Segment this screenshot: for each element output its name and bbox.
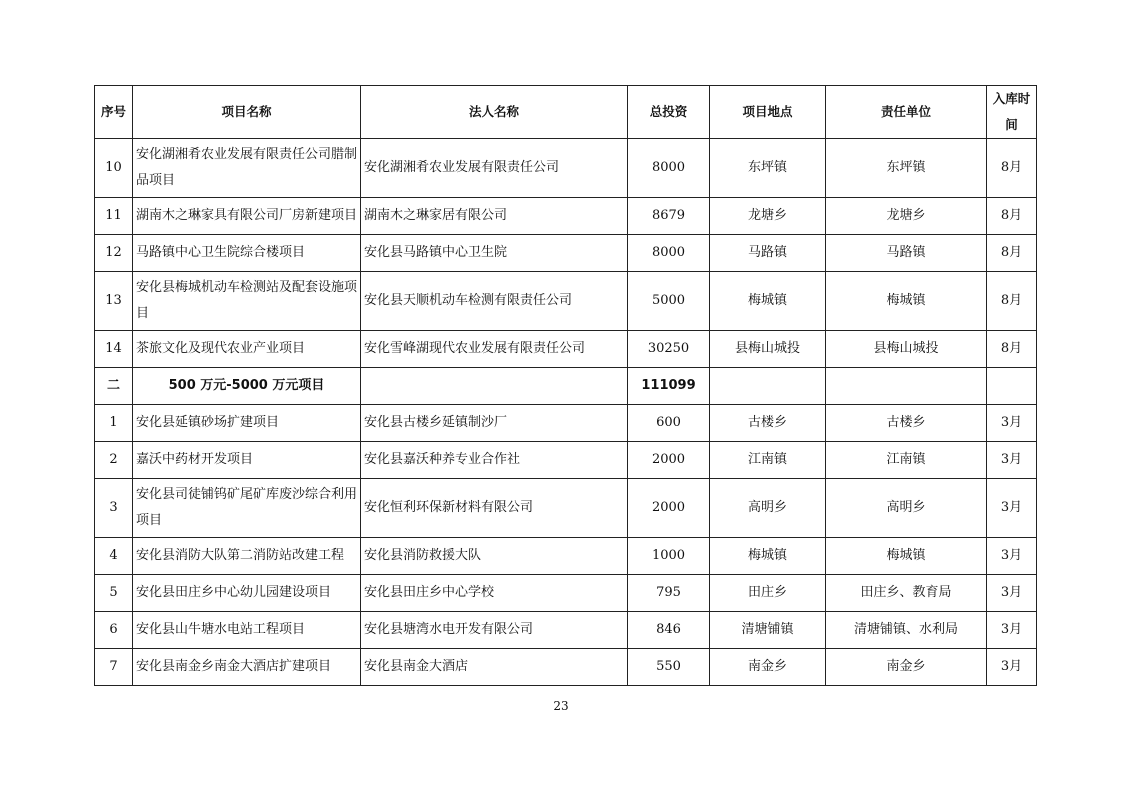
cell-time: 8月 [987, 272, 1037, 331]
cell-name: 安化县田庄乡中心幼儿园建设项目 [133, 575, 361, 612]
cell-unit: 江南镇 [826, 442, 987, 479]
cell-invest: 600 [628, 405, 710, 442]
cell-location: 清塘铺镇 [710, 612, 826, 649]
cell-invest: 8679 [628, 198, 710, 235]
cell-location: 东坪镇 [710, 139, 826, 198]
cell-no: 4 [95, 538, 133, 575]
cell-name: 安化县司徒铺钨矿尾矿库废沙综合利用项目 [133, 479, 361, 538]
cell-location: 龙塘乡 [710, 198, 826, 235]
cell-name: 安化湖湘肴农业发展有限责任公司腊制品项目 [133, 139, 361, 198]
cell-location [710, 368, 826, 405]
cell-unit: 梅城镇 [826, 538, 987, 575]
cell-name: 500 万元-5000 万元项目 [133, 368, 361, 405]
table-row [95, 479, 1037, 538]
header-cell-invest: 总投资 [628, 86, 710, 139]
cell-entity: 安化县南金大酒店 [361, 649, 628, 686]
header-cell-time: 入库时间 [987, 86, 1037, 139]
cell-no: 12 [95, 235, 133, 272]
table-row [95, 235, 1037, 272]
table-row [95, 405, 1037, 442]
cell-entity: 安化湖湘肴农业发展有限责任公司 [361, 139, 628, 198]
cell-entity [361, 368, 628, 405]
cell-time: 3月 [987, 575, 1037, 612]
cell-invest: 8000 [628, 139, 710, 198]
cell-time: 8月 [987, 198, 1037, 235]
cell-time: 3月 [987, 649, 1037, 686]
cell-no: 7 [95, 649, 133, 686]
header-cell-entity: 法人名称 [361, 86, 628, 139]
cell-unit: 高明乡 [826, 479, 987, 538]
cell-entity: 安化恒利环保新材料有限公司 [361, 479, 628, 538]
cell-invest: 795 [628, 575, 710, 612]
header-cell-unit: 责任单位 [826, 86, 987, 139]
table-row [95, 198, 1037, 235]
cell-time: 3月 [987, 405, 1037, 442]
cell-time: 3月 [987, 538, 1037, 575]
cell-name: 安化县梅城机动车检测站及配套设施项目 [133, 272, 361, 331]
cell-entity: 安化县田庄乡中心学校 [361, 575, 628, 612]
cell-time: 3月 [987, 612, 1037, 649]
cell-entity: 湖南木之琳家居有限公司 [361, 198, 628, 235]
cell-no: 11 [95, 198, 133, 235]
cell-unit: 东坪镇 [826, 139, 987, 198]
cell-invest: 550 [628, 649, 710, 686]
cell-no: 3 [95, 479, 133, 538]
cell-location: 古楼乡 [710, 405, 826, 442]
project-table [94, 85, 1037, 686]
cell-name: 湖南木之琳家具有限公司厂房新建项目 [133, 198, 361, 235]
cell-entity: 安化县天顺机动车检测有限责任公司 [361, 272, 628, 331]
cell-name: 安化县山牛塘水电站工程项目 [133, 612, 361, 649]
table-row [95, 649, 1037, 686]
section-row [95, 368, 1037, 405]
cell-no: 5 [95, 575, 133, 612]
table-row [95, 612, 1037, 649]
table-row [95, 331, 1037, 368]
cell-time: 3月 [987, 479, 1037, 538]
cell-no: 2 [95, 442, 133, 479]
cell-unit: 马路镇 [826, 235, 987, 272]
cell-invest: 2000 [628, 479, 710, 538]
cell-no: 6 [95, 612, 133, 649]
cell-unit: 古楼乡 [826, 405, 987, 442]
cell-entity: 安化县马路镇中心卫生院 [361, 235, 628, 272]
cell-unit: 田庄乡、教育局 [826, 575, 987, 612]
cell-location: 梅城镇 [710, 538, 826, 575]
table-row [95, 575, 1037, 612]
cell-unit [826, 368, 987, 405]
cell-time [987, 368, 1037, 405]
header-cell-location: 项目地点 [710, 86, 826, 139]
table-row [95, 272, 1037, 331]
cell-no: 1 [95, 405, 133, 442]
cell-invest: 1000 [628, 538, 710, 575]
cell-entity: 安化县嘉沃种养专业合作社 [361, 442, 628, 479]
cell-entity: 安化县消防救援大队 [361, 538, 628, 575]
table-row [95, 538, 1037, 575]
cell-time: 8月 [987, 139, 1037, 198]
cell-invest: 111099 [628, 368, 710, 405]
cell-entity: 安化雪峰湖现代农业发展有限责任公司 [361, 331, 628, 368]
cell-invest: 8000 [628, 235, 710, 272]
page-number: 23 [553, 699, 569, 713]
cell-time: 8月 [987, 331, 1037, 368]
cell-invest: 846 [628, 612, 710, 649]
cell-unit: 龙塘乡 [826, 198, 987, 235]
header-row [95, 86, 1037, 139]
header-cell-name: 项目名称 [133, 86, 361, 139]
cell-no: 14 [95, 331, 133, 368]
cell-unit: 县梅山城投 [826, 331, 987, 368]
table-row [95, 139, 1037, 198]
cell-location: 马路镇 [710, 235, 826, 272]
cell-location: 田庄乡 [710, 575, 826, 612]
cell-no: 二 [95, 368, 133, 405]
cell-name: 茶旅文化及现代农业产业项目 [133, 331, 361, 368]
cell-location: 高明乡 [710, 479, 826, 538]
cell-location: 南金乡 [710, 649, 826, 686]
cell-unit: 梅城镇 [826, 272, 987, 331]
cell-time: 3月 [987, 442, 1037, 479]
cell-location: 县梅山城投 [710, 331, 826, 368]
cell-no: 10 [95, 139, 133, 198]
cell-name: 马路镇中心卫生院综合楼项目 [133, 235, 361, 272]
cell-no: 13 [95, 272, 133, 331]
cell-name: 嘉沃中药材开发项目 [133, 442, 361, 479]
cell-location: 江南镇 [710, 442, 826, 479]
cell-name: 安化县延镇砂场扩建项目 [133, 405, 361, 442]
cell-name: 安化县南金乡南金大酒店扩建项目 [133, 649, 361, 686]
cell-name: 安化县消防大队第二消防站改建工程 [133, 538, 361, 575]
cell-entity: 安化县塘湾水电开发有限公司 [361, 612, 628, 649]
cell-entity: 安化县古楼乡延镇制沙厂 [361, 405, 628, 442]
header-cell-no: 序号 [95, 86, 133, 139]
cell-time: 8月 [987, 235, 1037, 272]
cell-unit: 南金乡 [826, 649, 987, 686]
cell-unit: 清塘铺镇、水利局 [826, 612, 987, 649]
table-row [95, 442, 1037, 479]
cell-location: 梅城镇 [710, 272, 826, 331]
cell-invest: 5000 [628, 272, 710, 331]
cell-invest: 2000 [628, 442, 710, 479]
cell-invest: 30250 [628, 331, 710, 368]
